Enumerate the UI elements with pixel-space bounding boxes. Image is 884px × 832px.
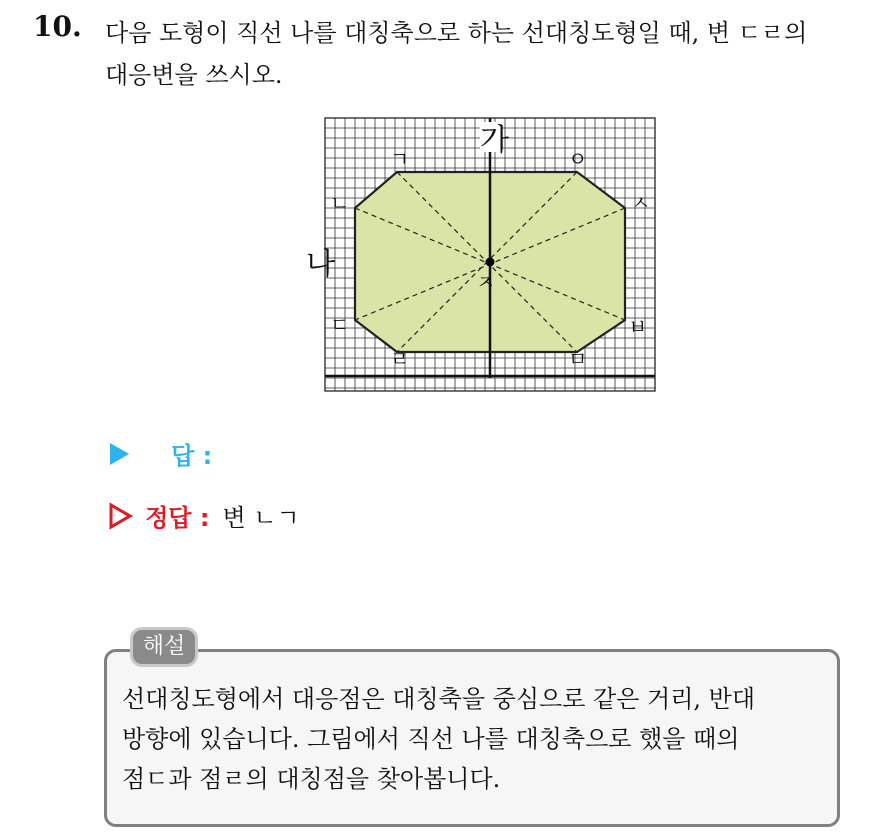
vertex-label-b: ㅂ [628, 315, 648, 339]
correct-answer-row [108, 498, 300, 533]
answer-row [108, 436, 225, 471]
vertex-label-o: ㅇ [568, 147, 588, 171]
axis-label-na: 나 [306, 247, 335, 282]
explanation-line-1: 선대칭도형에서 대응점은 대칭축을 중심으로 같은 거리, 반대 [122, 685, 756, 713]
question-line-1: 다음 도형이 직선 나를 대칭축으로 하는 선대칭도형일 때, 변 ㄷㄹ의 [105, 19, 808, 47]
vertex-label-n: ㄴ [330, 191, 350, 215]
vertex-label-s: ㅅ [631, 191, 651, 215]
question-text [105, 12, 875, 96]
vertex-label-r: ㄹ [390, 347, 410, 371]
vertex-label-j: ㅈ [476, 270, 496, 294]
correct-answer-value: 변 ㄴㄱ [222, 504, 300, 532]
question-line-2: 대응변을 쓰시오. [105, 61, 283, 89]
vertex-label-m: ㅁ [568, 347, 588, 371]
symmetry-figure [300, 108, 670, 398]
explanation-line-2: 방향에 있습니다. 그림에서 직선 나를 대칭축으로 했을 때의 [122, 725, 740, 753]
question-number: 10. [33, 10, 82, 43]
correct-answer-label: 정답 : [145, 504, 210, 532]
vertex-label-d: ㄷ [330, 313, 350, 337]
center-point [486, 258, 495, 267]
axis-label-ga: 가 [480, 123, 509, 158]
explanation-tab: 해설 [130, 627, 198, 667]
figure-svg [300, 108, 670, 398]
play-marker-icon [108, 442, 130, 466]
outline-play-marker-icon [108, 502, 134, 530]
explanation-text [122, 679, 832, 799]
explanation-line-3: 점ㄷ과 점ㄹ의 대칭점을 찾아봅니다. [122, 765, 501, 793]
answer-label: 답 : [171, 442, 213, 470]
vertex-label-g: ㄱ [390, 147, 410, 171]
